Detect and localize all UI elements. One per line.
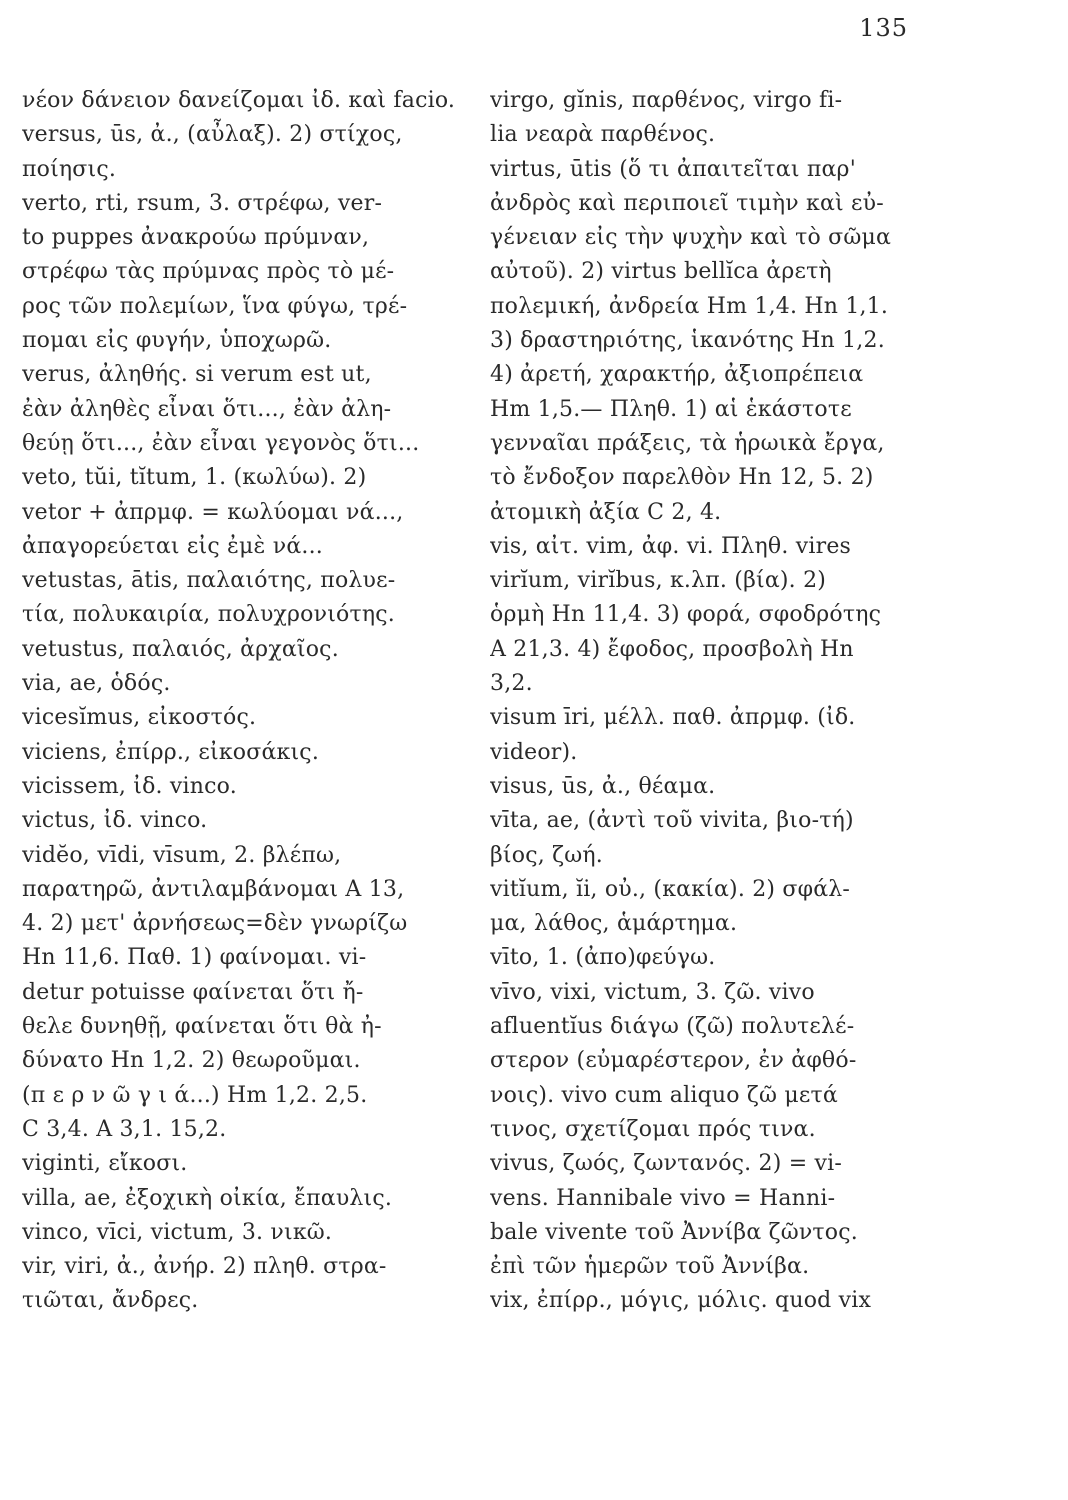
dictionary-line: τὸ ἔνδοξον παρελθὸν Hn 12, 5. 2) bbox=[490, 465, 874, 491]
dictionary-line: γενναῖαι πράξεις, τὰ ἡρωικὰ ἔργα, bbox=[490, 430, 885, 456]
dictionary-line: vīta, ae, (ἀντὶ τοῦ vivita, βιο-τή) bbox=[490, 808, 854, 834]
dictionary-line: detur potuisse φαίνεται ὅτι ἤ- bbox=[22, 979, 364, 1005]
dictionary-line: ἐὰν ἀληθὲς εἶναι ὅτι..., ἐὰν ἀλη- bbox=[22, 396, 392, 422]
dictionary-line: ἀπαγορεύεται εἰς ἐμὲ νά... bbox=[22, 533, 323, 559]
dictionary-line: vix, ἐπίρρ., μόγις, μόλις. quod vix bbox=[490, 1288, 872, 1314]
dictionary-line: vīvo, vixi, victum, 3. ζῶ. vivo bbox=[490, 979, 815, 1005]
dictionary-line: videor). bbox=[490, 739, 578, 765]
dictionary-line: vens. Hannibale vivo = Hanni- bbox=[490, 1185, 836, 1211]
dictionary-line: ρος τῶν πολεμίων, ἵνα φύγω, τρέ- bbox=[22, 293, 408, 319]
dictionary-line: villa, ae, ἐξοχικὴ οἰκία, ἔπαυλις. bbox=[22, 1185, 393, 1211]
dictionary-line: bale vivente τοῦ Ἀννίβα ζῶντος. bbox=[490, 1219, 858, 1245]
dictionary-line: veto, tŭi, tĭtum, 1. (κωλύω). 2) bbox=[22, 465, 367, 491]
dictionary-line: νοις). vivo cum aliquo ζῶ μετά bbox=[490, 1082, 838, 1108]
dictionary-line: 4) ἀρετή, χαρακτήρ, ἀξιοπρέπεια bbox=[490, 362, 864, 388]
dictionary-line: νέον δάνειον δανείζομαι ἰδ. καὶ facio. bbox=[22, 88, 456, 113]
dictionary-line: vidĕo, vīdi, vīsum, 2. βλέπω, bbox=[22, 842, 342, 868]
dictionary-line: lia νεαρὰ παρθένος. bbox=[490, 122, 716, 148]
dictionary-line: via, ae, ὁδός. bbox=[22, 671, 171, 697]
dictionary-line: θελε δυνηθῇ, φαίνεται ὅτι θὰ ἠ- bbox=[22, 1014, 382, 1040]
dictionary-line: στερον (εὐμαρέστερον, ἐν ἀφθό- bbox=[490, 1048, 857, 1074]
dictionary-line: αὐτοῦ). 2) virtus bellĭca ἀρετὴ bbox=[490, 259, 832, 285]
dictionary-line: Hn 11,6. Παθ. 1) φαίνομαι. vi- bbox=[22, 945, 367, 971]
dictionary-line: viciens, ἐπίρρ., εἰκοσάκις. bbox=[22, 739, 320, 765]
dictionary-line: virĭum, virĭbus, κ.λπ. (βία). 2) bbox=[490, 568, 827, 594]
dictionary-line: vinco, vīci, victum, 3. νικῶ. bbox=[22, 1219, 333, 1245]
dictionary-line: ἐπὶ τῶν ἡμερῶν τοῦ Ἀννίβα. bbox=[490, 1254, 810, 1280]
dictionary-line: Hm 1,5.— Πληθ. 1) αἱ ἑκάστοτε bbox=[490, 396, 852, 422]
dictionary-line: vitĭum, ĭi, οὐ., (κακία). 2) σφάλ- bbox=[490, 876, 851, 902]
dictionary-line: τινος, σχετίζομαι πρός τινα. bbox=[490, 1116, 816, 1142]
dictionary-line: vetustas, ātis, παλαιότης, πολυε- bbox=[22, 568, 396, 594]
dictionary-line: vivus, ζωός, ζωντανός. 2) = vi- bbox=[490, 1151, 843, 1177]
dictionary-line: γένειαν εἰς τὴν ψυχὴν καὶ τὸ σῶμα bbox=[490, 225, 892, 251]
dictionary-line: verus, ἀληθής. si verum est ut, bbox=[22, 362, 372, 388]
dictionary-line: μα, λάθος, ἁμάρτημα. bbox=[490, 911, 738, 937]
dictionary-line: δύνατο Hn 1,2. 2) θεωροῦμαι. bbox=[22, 1048, 361, 1074]
dictionary-line: visum īri, μέλλ. παθ. ἀπρμφ. (ἰδ. bbox=[490, 705, 856, 731]
dictionary-line: 3) δραστηριότης, ἱκανότης Hn 1,2. bbox=[490, 328, 885, 354]
dictionary-line: victus, ἰδ. vinco. bbox=[22, 808, 208, 834]
dictionary-line: vis, αἰτ. vim, ἀφ. vi. Πληθ. vires bbox=[490, 533, 852, 559]
dictionary-line: visus, ūs, ἀ., θέαμα. bbox=[490, 773, 716, 799]
dictionary-line: verto, rti, rsum, 3. στρέφω, ver- bbox=[22, 190, 383, 216]
dictionary-line: πολεμική, ἀνδρεία Hm 1,4. Hn 1,1. bbox=[490, 293, 889, 319]
dictionary-line: ποίησις. bbox=[22, 156, 117, 182]
dictionary-line: versus, ūs, ἀ., (αὖλαξ). 2) στίχος, bbox=[22, 122, 403, 148]
left-column bbox=[22, 84, 474, 1319]
dictionary-line: vetor + ἀπρμφ. = κωλύομαι νά..., bbox=[22, 499, 404, 525]
dictionary-line: 3,2. bbox=[490, 671, 533, 697]
dictionary-line: 4. 2) μετ' ἀρνήσεως=δὲν γνωρίζω bbox=[22, 911, 408, 937]
right-column bbox=[490, 84, 926, 1319]
dictionary-line: A 21,3. 4) ἔφοδος, προσβολὴ Hn bbox=[490, 636, 854, 662]
dictionary-line: vir, viri, ἀ., ἀνήρ. 2) πληθ. στρα- bbox=[22, 1254, 387, 1280]
dictionary-line: παρατηρῶ, ἀντιλαμβάνομαι A 13, bbox=[22, 876, 405, 902]
dictionary-line: C 3,4. A 3,1. 15,2. bbox=[22, 1116, 227, 1142]
dictionary-line: vetustus, παλαιός, ἀρχαῖος. bbox=[22, 636, 339, 662]
dictionary-line: vicesĭmus, εἰκοστός. bbox=[22, 705, 257, 731]
dictionary-line: ἀτομικὴ ἀξία C 2, 4. bbox=[490, 499, 722, 525]
dictionary-line: virgo, gĭnis, παρθένος, virgo fi- bbox=[490, 88, 843, 113]
dictionary-line: πομαι εἰς φυγήν, ὑποχωρῶ. bbox=[22, 328, 332, 354]
dictionary-line: vicissem, ἰδ. vinco. bbox=[22, 773, 237, 799]
dictionary-line: τιῶται, ἄνδρες. bbox=[22, 1288, 199, 1314]
dictionary-line: vīto, 1. (ἀπο)φεύγω. bbox=[490, 945, 716, 971]
dictionary-line: (π ε ρ ν ῶ γ ι ά...) Hm 1,2. 2,5. bbox=[22, 1082, 368, 1108]
dictionary-line: στρέφω τὰς πρύμνας πρὸς τὸ μέ- bbox=[22, 259, 395, 285]
dictionary-line: ὁρμὴ Hn 11,4. 3) φορά, σφοδρότης bbox=[490, 602, 882, 628]
page-number: 135 bbox=[859, 14, 908, 42]
dictionary-line: to puppes ἀνακρούω πρύμναν, bbox=[22, 225, 370, 251]
dictionary-line: virtus, ūtis (ὅ τι ἀπαιτεῖται παρ' bbox=[490, 156, 856, 182]
dictionary-line: θεύῃ ὅτι..., ἐὰν εἶναι γεγονὸς ὅτι... bbox=[22, 430, 420, 456]
dictionary-line: ἀνδρὸς καὶ περιποιεῖ τιμὴν καὶ εὐ- bbox=[490, 190, 884, 216]
dictionary-line: viginti, εἴκοσι. bbox=[22, 1151, 188, 1177]
dictionary-line: βίος, ζωή. bbox=[490, 842, 603, 868]
dictionary-line: afluentĭus διάγω (ζῶ) πολυτελέ- bbox=[490, 1014, 855, 1040]
dictionary-line: τία, πολυκαιρία, πολυχρονιότης. bbox=[22, 602, 395, 628]
